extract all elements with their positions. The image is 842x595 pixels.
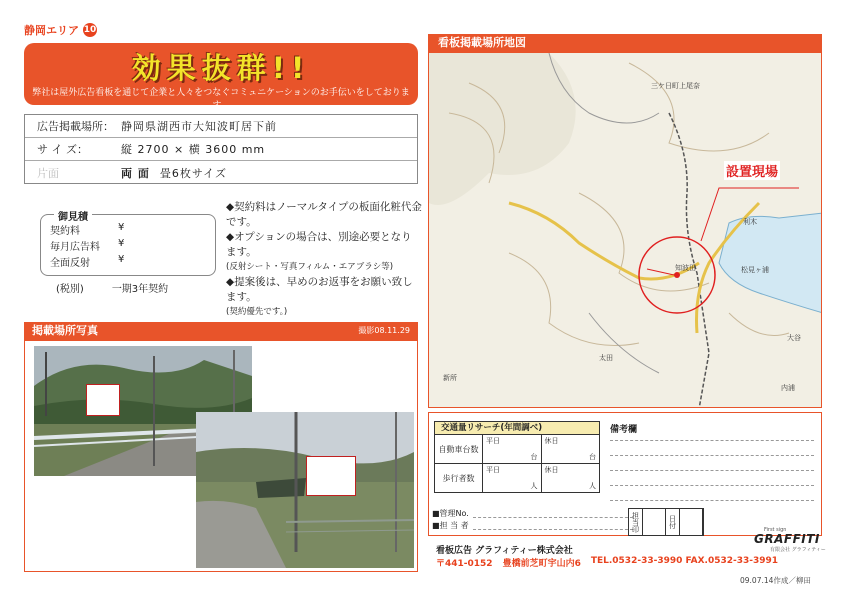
holiday-label: 休日 bbox=[544, 437, 559, 445]
estimate-row-label: 毎月広告料 bbox=[50, 242, 100, 253]
traffic-weekday-cell bbox=[483, 464, 542, 492]
tax-label: (税別) bbox=[56, 284, 84, 295]
banner-subtitle: 弊社は屋外広告看板を通じて企業と人々をつなぐコミュニケーションのお手伝いをしております。 bbox=[32, 88, 410, 111]
photo-date: 撮影08.11.29 bbox=[358, 326, 410, 335]
sides-label: 片面 bbox=[37, 166, 59, 180]
traffic-row-pedestrians bbox=[434, 464, 600, 493]
traffic-holiday-cell bbox=[542, 464, 600, 492]
map-label: 利木 bbox=[743, 218, 757, 226]
remark-line bbox=[610, 500, 814, 501]
company-logo: GRAFFITI bbox=[754, 532, 820, 546]
headline-banner bbox=[24, 43, 418, 111]
map-label: 知波田 bbox=[675, 264, 696, 272]
location-map bbox=[428, 52, 822, 408]
contract-term: 一期3年契約 bbox=[111, 284, 169, 295]
remark-line bbox=[610, 440, 814, 441]
size-label: サ イ ズ： bbox=[37, 143, 88, 156]
traffic-holiday-cell bbox=[542, 435, 600, 463]
banner-title: 効果抜群!! bbox=[131, 51, 311, 85]
postal-code: 〒441-0152 bbox=[436, 559, 493, 569]
stamp-date-label: 日付 bbox=[666, 509, 680, 535]
street-address: 豊橋前芝町宇山内6 bbox=[502, 559, 581, 569]
billboard-placeholder bbox=[306, 456, 356, 496]
map-label: 太田 bbox=[599, 354, 613, 362]
estimate-title: 御見積 bbox=[54, 208, 92, 223]
notes-block bbox=[226, 200, 422, 320]
location-value: 静岡県湖西市大知波町居下前 bbox=[121, 120, 277, 133]
estimate-row-label: 全面反射 bbox=[50, 258, 90, 269]
estimate-row-value: ¥ bbox=[118, 222, 125, 233]
phone-fax: TEL.0532-33-3990 FAX.0532-33-3991 bbox=[590, 556, 779, 566]
traffic-weekday-cell bbox=[483, 435, 542, 463]
stamp-box bbox=[628, 508, 704, 536]
owner-label: ■担 当 者 bbox=[432, 521, 469, 530]
note-option-detail: (反射シート・写真フィルム・エアブラシ等) bbox=[226, 262, 394, 272]
estimate-row-value: ¥ bbox=[118, 254, 125, 265]
estimate-row bbox=[50, 254, 124, 269]
traffic-row-label: 歩行者数 bbox=[435, 464, 483, 492]
weekday-label: 平日 bbox=[486, 466, 500, 474]
map-label: 大谷 bbox=[787, 334, 801, 342]
unit-label: 台 bbox=[530, 453, 538, 461]
estimate-row bbox=[50, 238, 124, 253]
sides-detail: 畳6枚サイズ bbox=[159, 166, 227, 180]
logo-subtitle: 有限会社 グラフィティー bbox=[770, 547, 826, 553]
mgmt-no-field[interactable] bbox=[473, 510, 633, 518]
holiday-label: 休日 bbox=[544, 466, 559, 474]
area-tag bbox=[24, 22, 97, 38]
site-photo-near-image bbox=[196, 412, 414, 568]
site-photo-near bbox=[196, 412, 414, 568]
traffic-title: 交通量リサーチ(年間調べ) bbox=[434, 421, 600, 435]
unit-label: 人 bbox=[589, 482, 596, 490]
billboard-placeholder bbox=[86, 384, 120, 416]
logo-tagline: First sign bbox=[764, 527, 787, 533]
map-label: 三ケ日町上尾奈 bbox=[651, 82, 700, 90]
traffic-row-label: 自動車台数 bbox=[435, 435, 483, 463]
stamp-date-cell[interactable] bbox=[680, 509, 703, 535]
estimate-row bbox=[50, 222, 124, 237]
map-section-title: 看板掲載場所地図 bbox=[438, 36, 526, 49]
remarks-title: 備考欄 bbox=[610, 425, 638, 435]
map-section-header bbox=[428, 34, 822, 52]
sides-value: 両 面 bbox=[121, 166, 150, 180]
location-label: 広告掲載場所： bbox=[37, 120, 114, 133]
remark-line bbox=[610, 455, 814, 456]
owner-row bbox=[432, 520, 633, 532]
estimate-row-value: ¥ bbox=[118, 238, 125, 249]
billboard-info-table bbox=[24, 114, 418, 184]
map-label: 内浦 bbox=[781, 384, 795, 392]
map-label: 新所 bbox=[443, 374, 457, 382]
unit-label: 台 bbox=[589, 453, 596, 461]
remark-line bbox=[610, 485, 814, 486]
note-priority: (契約優先です。) bbox=[226, 307, 288, 317]
location-row bbox=[25, 115, 417, 138]
footer-note: 09.07.14作成／柳田 bbox=[740, 576, 811, 585]
stamp-approver-cell[interactable] bbox=[643, 509, 666, 535]
unit-label: 人 bbox=[530, 482, 538, 490]
management-fields bbox=[432, 508, 633, 532]
estimate-box bbox=[40, 208, 216, 296]
estimate-row-label: 契約料 bbox=[50, 226, 80, 237]
stamp-approver-label: 担当印 bbox=[629, 509, 643, 535]
mgmt-no-row bbox=[432, 508, 633, 520]
size-row bbox=[25, 138, 417, 161]
note-contract-fee: ◆契約料はノーマルタイプの板面化粧代金です。 bbox=[226, 201, 422, 228]
sides-row bbox=[25, 161, 417, 184]
note-reply: ◆提案後は、早めのお返事をお願い致します。 bbox=[226, 276, 413, 303]
estimate-tax-row bbox=[56, 280, 168, 295]
area-label: 静岡エリア bbox=[24, 24, 79, 37]
weekday-label: 平日 bbox=[486, 437, 500, 445]
remark-line bbox=[610, 470, 814, 471]
photo-section-title: 掲載場所写真 bbox=[32, 324, 98, 337]
map-label: 松見ヶ浦 bbox=[741, 266, 769, 274]
note-option: ◆オプションの場合は、別途必要となります。 bbox=[226, 231, 412, 258]
photo-section-header bbox=[24, 322, 418, 340]
company-name: 看板広告 グラフィティー株式会社 bbox=[436, 546, 573, 556]
traffic-research-table bbox=[434, 421, 600, 493]
site-label: 設置現場 bbox=[724, 161, 780, 180]
mgmt-no-label: ■管理No. bbox=[432, 509, 469, 518]
owner-field[interactable] bbox=[473, 522, 633, 530]
company-address bbox=[436, 556, 778, 569]
area-number: 10 bbox=[83, 25, 97, 35]
size-value: 縦 2700 × 横 3600 mm bbox=[121, 143, 266, 156]
map-graphic bbox=[429, 53, 822, 408]
traffic-row-cars bbox=[434, 435, 600, 464]
